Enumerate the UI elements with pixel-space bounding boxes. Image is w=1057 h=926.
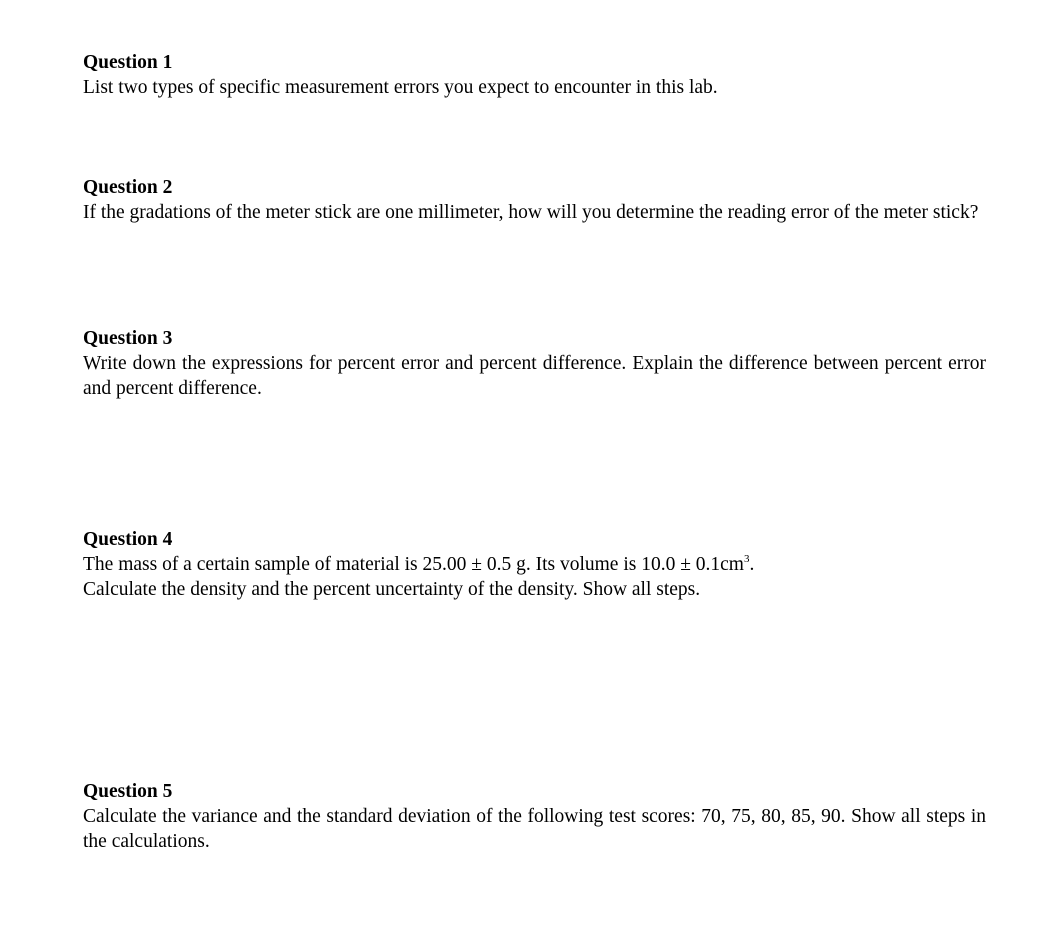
question-4-period: . bbox=[749, 554, 755, 575]
question-3-title: Question 3 bbox=[83, 328, 173, 349]
question-4-title: Question 4 bbox=[83, 529, 173, 550]
question-4-line-2: Calculate the density and the percent uncertainty of the density. Show all steps. bbox=[83, 579, 701, 600]
question-3-text: Write down the expressions for percent error and percent difference. Explain the difference between percent error and percent difference. bbox=[83, 353, 986, 399]
question-4 bbox=[83, 527, 986, 602]
question-4-cubed-superscript: 3 bbox=[743, 553, 750, 565]
question-2 bbox=[83, 175, 986, 225]
question-1-text: List two types of specific measurement errors you expect to encounter in this lab. bbox=[83, 77, 718, 98]
question-5-title: Question 5 bbox=[83, 781, 173, 802]
question-4-text bbox=[83, 552, 986, 602]
question-3 bbox=[83, 326, 986, 401]
question-4-line-1 bbox=[83, 552, 986, 577]
question-4-mass-volume-text: The mass of a certain sample of material is 25.00 ± 0.5 g. Its volume is 10.0 ± 0.1cm bbox=[83, 554, 744, 575]
question-2-text: If the gradations of the meter stick are one millimeter, how will you determine the reading error of the meter stick? bbox=[83, 202, 979, 223]
question-1-title: Question 1 bbox=[83, 52, 173, 73]
question-5 bbox=[83, 779, 986, 854]
question-5-text: Calculate the variance and the standard deviation of the following test scores: 70, 75, 80, 85, 90. Show all steps in the calculations. bbox=[83, 806, 986, 852]
question-2-title: Question 2 bbox=[83, 177, 173, 198]
question-1 bbox=[83, 50, 986, 100]
